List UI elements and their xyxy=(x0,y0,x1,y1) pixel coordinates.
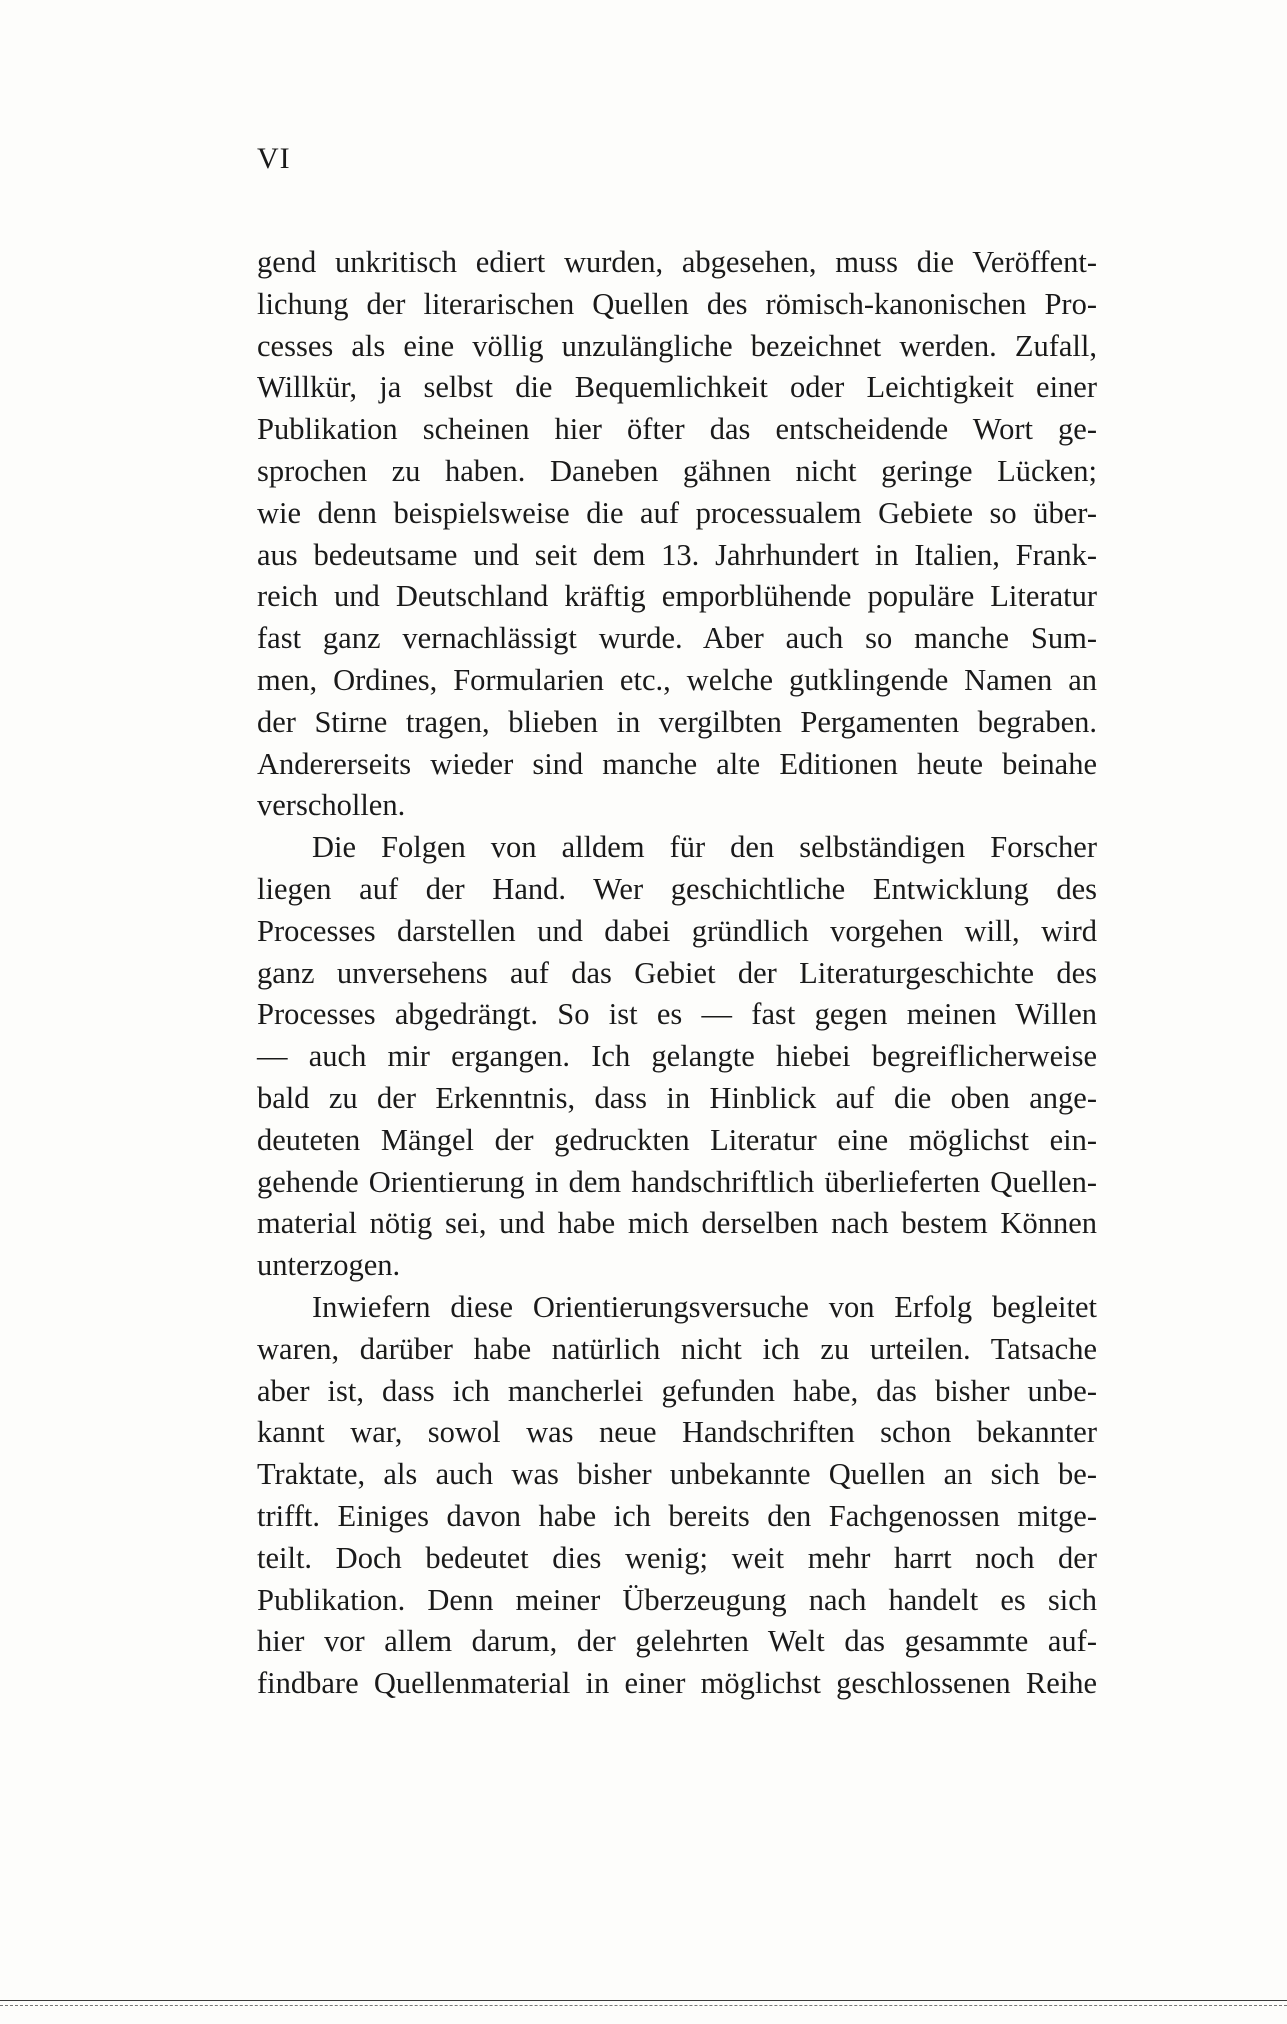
page-number: VI xyxy=(257,142,291,175)
text-line: findbare Quellenmaterial in einer möglichst geschlossenen Reihe xyxy=(257,1666,1097,1701)
text-line: Traktate, als auch was bisher unbekannte Quellen an sich be- xyxy=(257,1457,1097,1492)
text-line: Publikation. Denn meiner Überzeugung nach handelt es sich xyxy=(257,1582,1097,1617)
page-body xyxy=(257,242,1097,1705)
text-line: men, Ordines, Formularien etc., welche gutklingende Namen an xyxy=(257,662,1097,697)
text-line: kannt war, sowol was neue Handschriften schon bekannter xyxy=(257,1415,1097,1450)
text-line: Inwiefern diese Orientierungsversuche von Erfolg begleitet xyxy=(312,1289,1097,1324)
text-line: deuteten Mängel der gedruckten Literatur eine möglichst ein- xyxy=(257,1122,1097,1157)
text-line: der Stirne tragen, blieben in vergilbten Pergamenten begraben. xyxy=(257,704,1097,739)
text-line: ganz unversehens auf das Gebiet der Literaturgeschichte des xyxy=(257,955,1097,990)
text-line: wie denn beispielsweise die auf processualem Gebiete so über- xyxy=(257,495,1097,530)
text-line: Willkür, ja selbst die Bequemlichkeit oder Leichtigkeit einer xyxy=(257,370,1097,405)
text-line: fast ganz vernachlässigt wurde. Aber auch so manche Sum- xyxy=(257,621,1097,656)
text-line: bald zu der Erkenntnis, dass in Hinblick auf die oben ange- xyxy=(257,1080,1097,1115)
scan-edge-dashed-line xyxy=(0,2005,1287,2006)
text-line: trifft. Einiges davon habe ich bereits den Fachgenossen mitge- xyxy=(257,1498,1097,1533)
text-line: Processes abgedrängt. So ist es — fast gegen meinen Willen xyxy=(257,997,1097,1032)
text-line: gend unkritisch ediert wurden, abgesehen, muss die Veröffent- xyxy=(257,245,1097,279)
text-line: Publikation scheinen hier öfter das entscheidende Wort ge- xyxy=(257,412,1097,447)
paragraph-2 xyxy=(257,827,1097,1287)
text-line: liegen auf der Hand. Wer geschichtliche Entwicklung des xyxy=(257,871,1097,906)
scan-edge-line xyxy=(0,2000,1287,2001)
text-line: hier vor allem darum, der gelehrten Welt das gesammte auf- xyxy=(257,1624,1097,1659)
text-line: unterzogen. xyxy=(257,1248,401,1283)
text-line: verschollen. xyxy=(257,788,406,823)
text-line: — auch mir ergangen. Ich gelangte hiebei begreiflicherweise xyxy=(257,1039,1097,1074)
text-line: teilt. Doch bedeutet dies wenig; weit mehr harrt noch der xyxy=(257,1540,1097,1575)
text-line: aber ist, dass ich mancherlei gefunden habe, das bisher unbe- xyxy=(257,1373,1097,1408)
paragraph-3 xyxy=(257,1287,1097,1705)
text-line: material nötig sei, und habe mich derselben nach bestem Können xyxy=(257,1206,1097,1241)
text-line: sprochen zu haben. Daneben gähnen nicht geringe Lücken; xyxy=(257,453,1097,488)
text-line: gehende Orientierung in dem handschriftlich überlieferten Quellen- xyxy=(257,1164,1097,1199)
text-line: Andererseits wieder sind manche alte Editionen heute beinahe xyxy=(257,746,1097,781)
text-line: aus bedeutsame und seit dem 13. Jahrhundert in Italien, Frank- xyxy=(257,537,1097,572)
paragraph-1 xyxy=(257,242,1097,827)
text-line: waren, darüber habe natürlich nicht ich zu urteilen. Tatsache xyxy=(257,1331,1097,1366)
text-line: reich und Deutschland kräftig emporblühende populäre Literatur xyxy=(257,579,1097,614)
text-line: Processes darstellen und dabei gründlich vorgehen will, wird xyxy=(257,913,1097,948)
text-line: lichung der literarischen Quellen des römisch-kanonischen Pro- xyxy=(257,286,1097,321)
text-line: Die Folgen von alldem für den selbständigen Forscher xyxy=(312,830,1097,865)
text-line: cesses als eine völlig unzulängliche bezeichnet werden. Zufall, xyxy=(257,328,1097,363)
